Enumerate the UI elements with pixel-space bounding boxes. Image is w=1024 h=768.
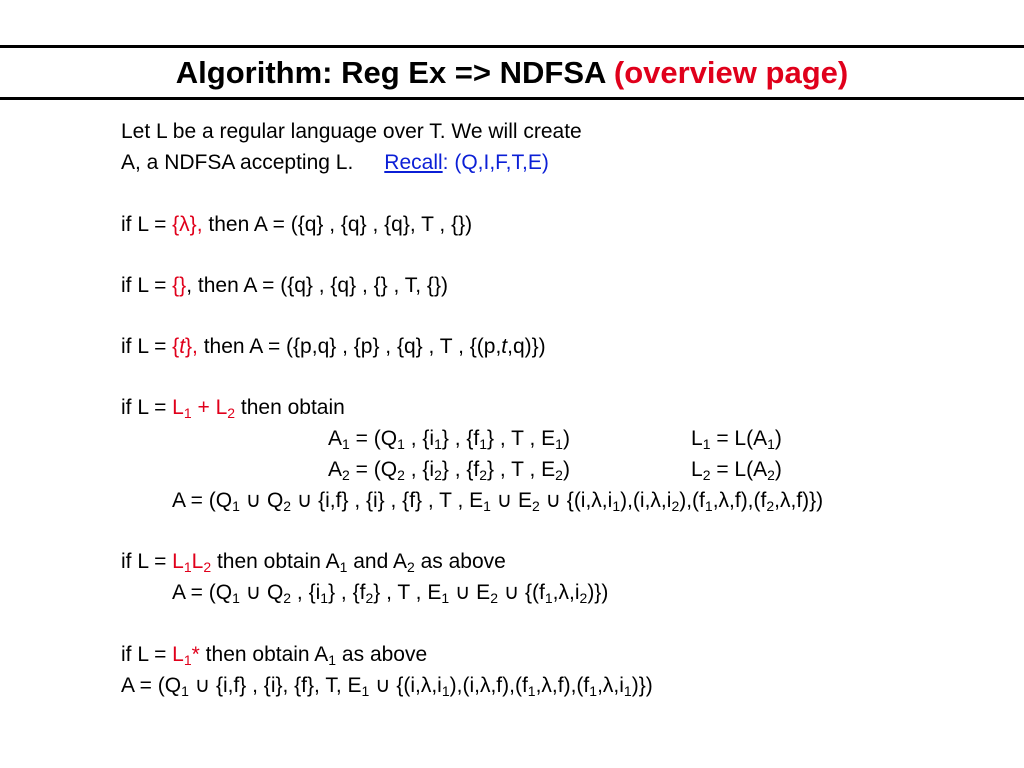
concat-expression: $L_1L_2$ (172, 550, 212, 575)
title-main: Algorithm: Reg Ex => NDFSA (175, 55, 606, 90)
concat-result: $A = (Q_1$ ∪ $Q_2$ , $\{i_1\}$ , $\{f_2\}$ , T , $E_1$ ∪ $E_2$ ∪ $\{(f_1,\lambda,i_2)\}$) (172, 581, 609, 606)
recall-tuple: : (Q,I,F,T,E) (442, 151, 549, 174)
case-star: if $L = L_1*$ then obtain $A_1$ as above (121, 643, 428, 668)
union-a1-definition: $A_1 = (Q_1$ , $\{i_1\}$ , $\{f_1\}$ , T , $E_1$) (328, 427, 570, 452)
star-expression: $L_1*$ (172, 643, 200, 668)
slide-title (0, 52, 1024, 94)
union-a2-definition: $A_2 = (Q_2$ , $\{i_2\}$ , $\{f_2\}$ , T , $E_2$) (328, 458, 570, 483)
intro-line-2: A, a NDFSA accepting L. Recall: (Q,I,F,T,E) (121, 151, 549, 174)
union-l2-equation: $L_2 = L(A_2)$ (691, 458, 782, 483)
bottom-rule (0, 97, 1024, 100)
star-result: $A = (Q_1$ ∪ {i,f} , {i}, {f}, T, $E_1$ ∪ $\{(i,\lambda,i_1),(i,\lambda,f),(f_1,\lambda,f),(f_1,\lambda,i_1)\}$) (121, 674, 653, 699)
case-concat: if $L = L_1L_2$ then obtain $A_1$ and $A_2$ as above (121, 550, 506, 575)
case-lambda: if L = {λ}, then A = ({q} , {q} , {q}, T , {}) (121, 213, 473, 236)
title-subtitle: (overview page) (613, 55, 849, 90)
lambda-set: {λ}, (172, 213, 203, 236)
case-empty: if L = {}, then A = ({q} , {q} , {} , T, {}) (121, 274, 448, 297)
intro-line-1: Let L be a regular language over T. We will create (121, 120, 582, 143)
union-expression: $L_1 + L_2$ (172, 396, 236, 421)
case-symbol: if L = {t}, then A = ({p,q} , {p} , {q} , T , {(p,t,q)}) (121, 335, 546, 358)
case-union: if $L = L_1 + L_2$ then obtain (121, 396, 345, 421)
union-result: $A = (Q_1$ ∪ $Q_2$ ∪ {i,f} , {i} , {f} , T , $E_1$ ∪ $E_2$ ∪ $\{(i,\lambda,i_1),(i,\lambda,i_2),(f_1,\lambda,f),(f_2,\lambda,f)\}$) (172, 489, 824, 514)
union-l1-equation: $L_1 = L(A_1)$ (691, 427, 782, 452)
symbol-set: {t}, (172, 335, 198, 358)
top-rule (0, 45, 1024, 48)
recall-link[interactable]: Recall (384, 151, 443, 174)
empty-set: {} (172, 274, 187, 297)
